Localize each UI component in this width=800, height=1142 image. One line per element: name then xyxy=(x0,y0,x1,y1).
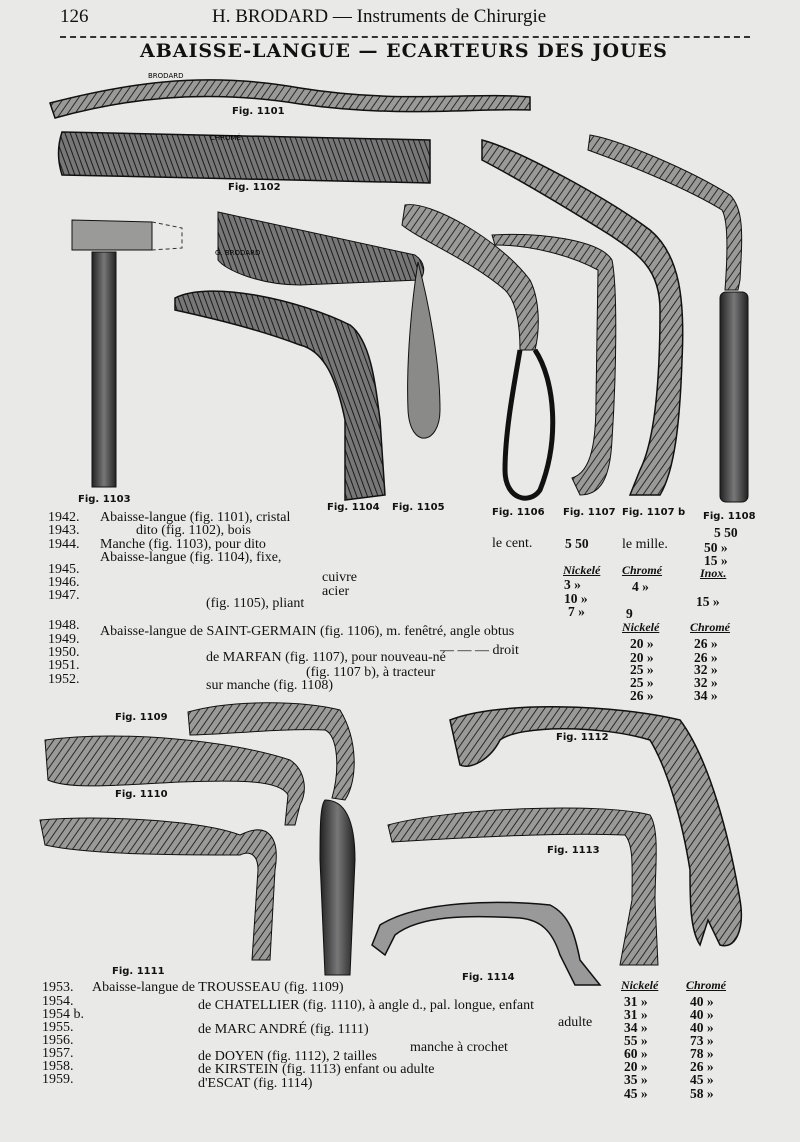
table2-desc: de MARFAN (fig. 1107), pour nouveau-né xyxy=(206,650,446,665)
table1-nickele: 5 50 xyxy=(565,536,589,551)
table3-nickele: 55 » xyxy=(624,1033,648,1048)
table3-ref: 1959. xyxy=(42,1072,74,1087)
table1-nickele: 10 » xyxy=(564,591,588,606)
engraving-mark: CHROMÉ xyxy=(210,134,241,142)
table3-chrome: 78 » xyxy=(690,1046,714,1061)
table3-nickele: 31 » xyxy=(624,1007,648,1022)
table2-chrome: 32 » xyxy=(694,675,718,690)
table2-chrome: 26 » xyxy=(694,650,718,665)
table1-inox: 50 » xyxy=(704,540,728,555)
table2-chrome: 26 » xyxy=(694,636,718,651)
fig-caption-1109: Fig. 1109 xyxy=(115,712,168,723)
fig-caption-1106: Fig. 1106 xyxy=(492,507,545,518)
table3-chrome: 40 » xyxy=(690,1007,714,1022)
table1-chrome: 4 » xyxy=(632,579,649,594)
table2-ref: 1950. xyxy=(48,645,80,660)
table1-desc: Abaisse-langue (fig. 1101), cristal xyxy=(100,510,291,525)
table3-nickele: 31 » xyxy=(624,994,648,1009)
fig-1110-chatellier xyxy=(45,736,304,825)
table1-ref: 1943. xyxy=(48,523,80,538)
table3-desc: adulte xyxy=(558,1015,593,1030)
table2-chrome: 34 » xyxy=(694,688,718,703)
fig-caption-1111: Fig. 1111 xyxy=(112,966,165,977)
table3-nickele: 35 » xyxy=(624,1072,648,1087)
fig-caption-1104: Fig. 1104 xyxy=(327,502,380,513)
fig-1101-spatula xyxy=(50,80,530,118)
table3-ref: 1958. xyxy=(42,1059,74,1074)
engraving-mark: BRODARD xyxy=(148,72,184,80)
table1-desc: acier xyxy=(322,584,350,599)
col-header-chrome: Chromé xyxy=(686,978,727,992)
table1-inox: 15 » xyxy=(696,594,720,609)
table2-desc: (fig. 1107 b), à tracteur xyxy=(306,665,436,680)
table3-ref: 1953. xyxy=(42,980,74,995)
col-header-inox: Inox. xyxy=(700,566,727,580)
table3-ref: 1956. xyxy=(42,1033,74,1048)
table1-desc: (fig. 1105), pliant xyxy=(206,596,305,611)
table1-desc: Manche (fig. 1103), pour dito xyxy=(100,537,266,552)
table1-inox: 15 » xyxy=(704,553,728,568)
table1-chrome: 9 xyxy=(626,606,633,621)
table3-chrome: 45 » xyxy=(690,1072,714,1087)
table3-desc: de CHATELLIER (fig. 1110), à angle d., pal. longue, enfant xyxy=(198,998,535,1013)
fig-1111-marc-andre xyxy=(40,818,276,960)
table3-nickele: 45 » xyxy=(624,1086,648,1101)
table2-ref: 1949. xyxy=(48,632,80,647)
table3-ref: 1954 b. xyxy=(42,1007,84,1022)
table3-desc: de MARC ANDRÉ (fig. 1111) xyxy=(198,1022,369,1037)
table2-chrome: 32 » xyxy=(694,662,718,677)
table3-nickele: 34 » xyxy=(624,1020,648,1035)
fig-caption-1108: Fig. 1108 xyxy=(703,511,756,522)
fig-1104-depressor xyxy=(175,291,385,500)
table3-chrome: 40 » xyxy=(690,1020,714,1035)
table2-nickele: 25 » xyxy=(630,662,654,677)
fig-caption-1101: Fig. 1101 xyxy=(232,106,285,117)
table3-nickele: 60 » xyxy=(624,1046,648,1061)
table1-ref: 1945. xyxy=(48,562,80,577)
table3-desc: de KIRSTEIN (fig. 1113) enfant ou adulte xyxy=(198,1062,435,1077)
table3-chrome: 73 » xyxy=(690,1033,714,1048)
table1-desc: cuivre xyxy=(322,570,357,585)
page-number: 126 xyxy=(60,6,89,27)
table1-nickele: 7 » xyxy=(568,604,585,619)
fig-caption-1113: Fig. 1113 xyxy=(547,845,600,856)
unit-cent: le cent. xyxy=(492,536,533,551)
table3-chrome: 40 » xyxy=(690,994,714,1009)
unit-mille: le mille. xyxy=(622,537,668,552)
table1-inox: 5 50 xyxy=(714,525,738,540)
table2-ref: 1948. xyxy=(48,618,80,633)
table2-desc: sur manche (fig. 1108) xyxy=(206,678,333,693)
publisher-header: H. BRODARD — Instruments de Chirurgie xyxy=(212,6,547,27)
table2-desc: Abaisse-langue de SAINT-GERMAIN (fig. 1106), m. fenêtré, angle obtus xyxy=(100,624,515,639)
fig-caption-1105: Fig. 1105 xyxy=(392,502,445,513)
fig-1103-handle xyxy=(92,252,116,487)
col-header-chrome: Chromé xyxy=(622,563,663,577)
fig-caption-1107: Fig. 1107 xyxy=(563,507,616,518)
table1-ref: 1942. xyxy=(48,510,80,525)
table3-ref: 1954. xyxy=(42,994,74,1009)
fig-caption-1114: Fig. 1114 xyxy=(462,972,515,983)
fig-caption-1103: Fig. 1103 xyxy=(78,494,131,505)
col-header-chrome: Chromé xyxy=(690,620,731,634)
fig-caption-1112: Fig. 1112 xyxy=(556,732,609,743)
table1-ref: 1946. xyxy=(48,575,80,590)
table1-ref: 1944. xyxy=(48,537,80,552)
table3-chrome: 26 » xyxy=(690,1059,714,1074)
table2-nickele: 20 » xyxy=(630,636,654,651)
fig-1113-kirstein xyxy=(388,808,658,965)
table1-desc: dito (fig. 1102), bois xyxy=(136,523,251,538)
col-header-nickele: Nickelé xyxy=(622,620,660,634)
table2-desc: — — — droit xyxy=(440,643,519,658)
table1-nickele: 3 » xyxy=(564,577,581,592)
table1-desc: Abaisse-langue (fig. 1104), fixe, xyxy=(100,550,282,565)
fig-1102-wood-depressor xyxy=(59,132,431,183)
col-header-nickele: Nickelé xyxy=(621,978,659,992)
fig-caption-1102: Fig. 1102 xyxy=(228,182,281,193)
table2-nickele: 26 » xyxy=(630,688,654,703)
fig-1107b-tractor xyxy=(482,140,683,495)
table3-chrome: 58 » xyxy=(690,1086,714,1101)
table3-desc: manche à crochet xyxy=(410,1040,508,1055)
page-title: ABAISSE-LANGUE — ECARTEURS DES JOUES xyxy=(140,40,668,62)
table3-ref: 1955. xyxy=(42,1020,74,1035)
table3-ref: 1957. xyxy=(42,1046,74,1061)
col-header-nickele: Nickelé xyxy=(563,563,601,577)
fig-caption-1110: Fig. 1110 xyxy=(115,789,168,800)
table2-nickele: 25 » xyxy=(630,675,654,690)
table3-desc: de DOYEN (fig. 1112), 2 tailles xyxy=(198,1049,377,1064)
engraving-mark: G. BRODARD xyxy=(215,249,261,257)
table3-desc: Abaisse-langue de TROUSSEAU (fig. 1109) xyxy=(92,980,344,995)
table2-nickele: 20 » xyxy=(630,650,654,665)
table1-ref: 1947. xyxy=(48,588,80,603)
fig-caption-1107b: Fig. 1107 b xyxy=(622,507,686,518)
table2-ref: 1952. xyxy=(48,672,80,687)
table3-nickele: 20 » xyxy=(624,1059,648,1074)
table2-ref: 1951. xyxy=(48,658,80,673)
table3-desc: d'ESCAT (fig. 1114) xyxy=(198,1076,313,1091)
